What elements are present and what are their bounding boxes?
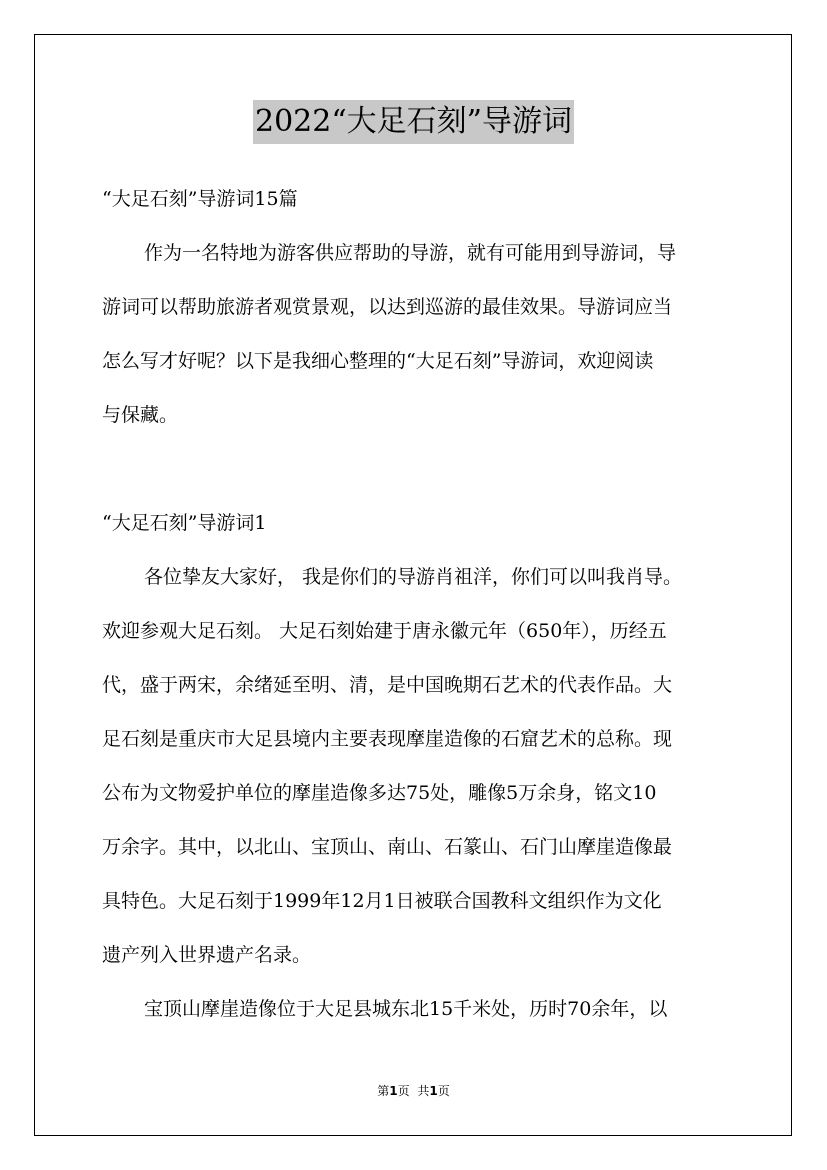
- section-line-2: 欢迎参观大足石刻。 大足石刻始建于唐永徽元年（650年），历经五: [102, 620, 667, 642]
- last-line: 宝顶山摩崖造像位于大足县城东北15千米处，历时70余年，以: [144, 998, 668, 1020]
- section-line-1: 各位挚友大家好， 我是你们的导游肖祖洋，你们可以叫我肖导。: [144, 566, 683, 588]
- subtitle: “大足石刻”导游词15篇: [102, 188, 298, 210]
- total-prefix: 共: [417, 1084, 430, 1098]
- total-suffix: 页: [437, 1084, 450, 1098]
- document-body: [102, 172, 728, 1036]
- section-line-3: 代，盛于两宋，余绪延至明、清，是中国晚期石艺术的代表作品。大: [102, 674, 673, 696]
- intro-line-2: 游词可以帮助旅游者观赏景观，以达到巡游的最佳效果。导游词应当: [102, 296, 673, 318]
- section-line-5: 公布为文物爱护单位的摩崖造像多达75处，雕像5万余身，铭文10: [102, 782, 657, 804]
- document-title: 2022“大足石刻”导游词: [253, 100, 574, 144]
- intro-line-3: 怎么写才好呢？以下是我细心整理的“大足石刻”导游词，欢迎阅读: [102, 350, 654, 372]
- section-line-8: 遗产列入世界遗产名录。: [102, 944, 312, 966]
- page-footer: [0, 1083, 827, 1099]
- page-prefix: 第: [377, 1084, 390, 1098]
- section-line-7: 具特色。大足石刻于1999年12月1日被联合国教科文组织作为文化: [102, 890, 662, 912]
- page-suffix: 页: [397, 1084, 410, 1098]
- section-heading: “大足石刻”导游词1: [102, 512, 267, 534]
- page-number: 1: [389, 1084, 398, 1098]
- section-line-4: 足石刻是重庆市大足县境内主要表现摩崖造像的石窟艺术的总称。现: [102, 728, 673, 750]
- paragraph-spacer: [102, 442, 728, 496]
- intro-line-4: 与保藏。: [102, 404, 179, 426]
- section-line-6: 万余字。其中，以北山、宝顶山、南山、石篆山、石门山摩崖造像最: [102, 836, 673, 858]
- title-container: [0, 100, 827, 144]
- total-pages: 1: [429, 1084, 438, 1098]
- intro-line-1: 作为一名特地为游客供应帮助的导游，就有可能用到导游词，导: [144, 242, 677, 264]
